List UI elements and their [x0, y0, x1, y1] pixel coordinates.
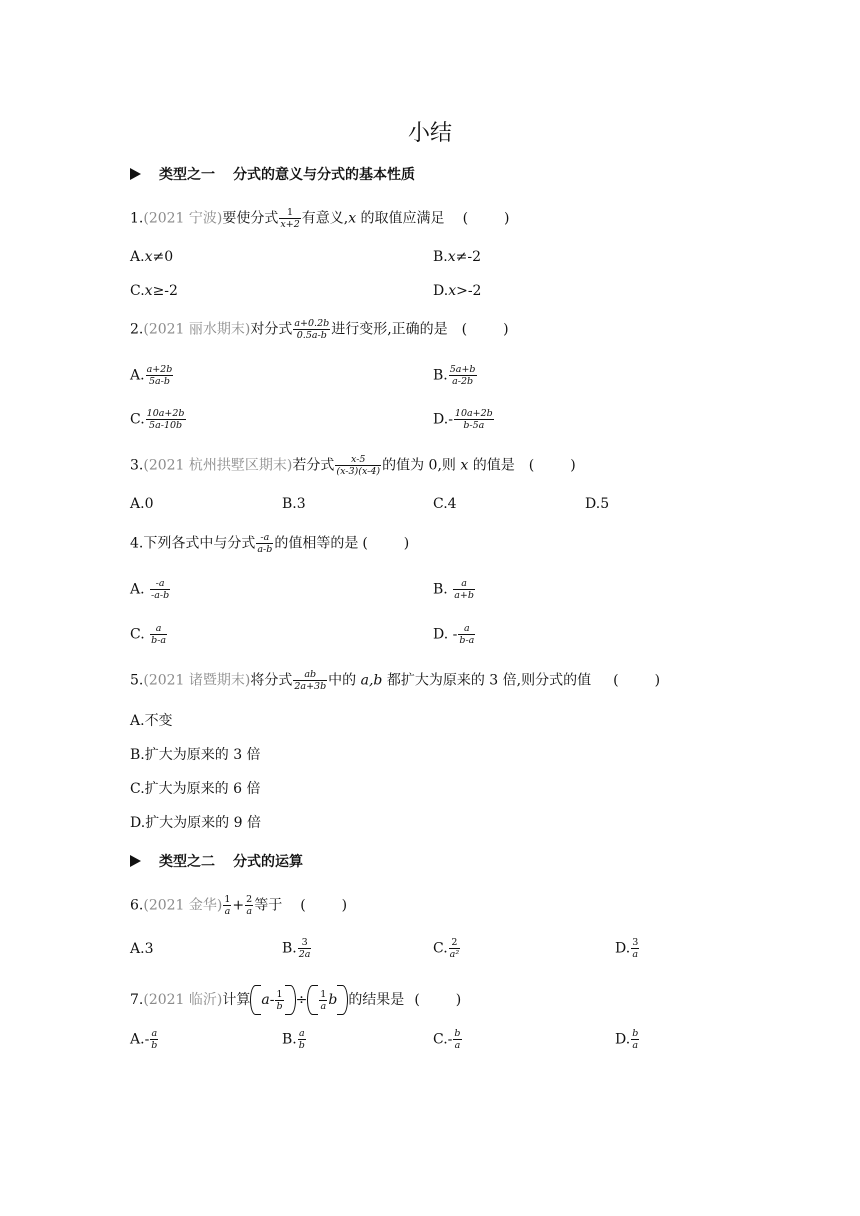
option-3a	[130, 496, 153, 512]
fraction	[298, 1028, 306, 1051]
variable: x	[144, 249, 153, 265]
option-3b	[282, 496, 306, 512]
fraction-numerator: 10a+2b	[146, 408, 185, 419]
option-label: C.	[130, 781, 145, 797]
option-label: B.	[282, 496, 297, 512]
option-6d	[615, 937, 640, 960]
page-title: 小结	[407, 121, 452, 146]
fraction-denominator: x+2	[280, 219, 300, 230]
answer-paren-open: (	[462, 210, 469, 227]
variable: b	[328, 992, 338, 1008]
question-number: 6.	[130, 897, 144, 914]
fraction	[449, 364, 477, 387]
fraction-denominator: a+b	[454, 590, 474, 601]
fraction-numerator: 1	[279, 207, 300, 219]
right-paren	[285, 985, 296, 1015]
fraction	[256, 532, 273, 555]
fraction-denominator: 5a-10b	[149, 420, 183, 431]
fraction	[319, 989, 327, 1012]
option-text: >-2	[456, 283, 482, 299]
section-label: 类型之二	[159, 854, 215, 870]
option-sign: -	[144, 1031, 150, 1048]
option-sign: -	[448, 411, 453, 428]
fraction-denominator: 5a-b	[148, 376, 170, 387]
fraction-denominator: b	[276, 1000, 283, 1012]
fraction	[453, 578, 475, 601]
fraction	[458, 623, 475, 646]
option-6b	[282, 937, 312, 960]
question-number: 2.	[130, 321, 144, 338]
fraction	[245, 894, 253, 917]
option-label: C.	[433, 940, 448, 957]
question-7	[130, 985, 461, 1015]
fraction	[146, 364, 174, 387]
variable: x	[448, 283, 457, 299]
fraction-denominator: b-a	[459, 635, 475, 646]
fraction-denominator: a	[224, 906, 231, 917]
fraction-numerator: 2	[246, 894, 253, 905]
fraction-numerator: b	[632, 1028, 639, 1039]
question-source: (2021 诸暨期末)	[143, 672, 251, 689]
fraction-denominator: a	[320, 1000, 327, 1012]
question-number: 1.	[130, 210, 144, 227]
answer-paren-close: )	[455, 992, 462, 1008]
question-4	[130, 532, 409, 555]
answer-paren-open: (	[613, 672, 619, 689]
option-label: C.	[433, 1031, 448, 1048]
option-value: 0	[144, 496, 154, 512]
fraction-denominator: a²	[449, 949, 460, 960]
section-label: 类型之一	[159, 167, 215, 183]
fraction-denominator: a	[246, 906, 253, 917]
option-value: 4	[447, 496, 457, 512]
fraction-numerator: a	[151, 1028, 158, 1039]
section-name: 分式的运算	[233, 854, 303, 870]
option-4c	[130, 623, 168, 646]
option-label: B.	[433, 581, 448, 598]
option-7d	[615, 1028, 640, 1051]
option-label: A.	[130, 496, 145, 512]
option-6a	[130, 941, 153, 957]
answer-paren-open: (	[414, 992, 420, 1008]
option-1a	[130, 249, 173, 265]
fraction	[275, 989, 283, 1012]
question-text: 下列各式中与分式	[143, 535, 256, 552]
answer-paren-close: )	[570, 457, 576, 474]
option-label: B.	[433, 249, 448, 265]
fraction-denominator: a-b	[257, 544, 273, 555]
answer-paren-open: (	[300, 897, 306, 914]
option-3d	[585, 496, 609, 512]
fraction-numerator: 3	[298, 937, 312, 949]
fraction	[298, 937, 312, 960]
fraction-denominator: 2a+3b	[294, 681, 327, 692]
fraction-numerator: 2	[449, 937, 460, 949]
fraction	[279, 207, 300, 230]
fraction	[293, 318, 330, 341]
question-text: 的结果是	[348, 992, 405, 1008]
fraction	[146, 408, 186, 431]
fraction-numerator: -a	[150, 578, 170, 590]
option-5c	[130, 778, 260, 798]
option-7b	[282, 1028, 307, 1051]
fraction	[454, 408, 494, 431]
option-value: 3	[296, 496, 306, 512]
fraction-denominator: b	[151, 1040, 158, 1051]
option-2d	[433, 408, 495, 431]
fraction-numerator: 5a+b	[449, 364, 476, 375]
fraction	[150, 623, 167, 646]
option-label: A.	[130, 941, 145, 957]
option-label: D.	[433, 283, 449, 299]
question-text: 有意义,	[301, 210, 349, 227]
fraction-numerator: 1	[276, 988, 283, 1000]
answer-paren-close: )	[341, 897, 348, 914]
question-text: 计算	[222, 992, 251, 1008]
question-text: 都扩大为原来的 3 倍,则分式的值	[382, 672, 592, 689]
answer-paren-open: (	[528, 457, 535, 474]
fraction-denominator: 2a	[298, 949, 311, 960]
fraction	[453, 1028, 461, 1051]
question-text: 的取值应满足	[356, 210, 445, 227]
option-2b	[433, 364, 478, 387]
fraction-denominator: b-5a	[463, 420, 485, 431]
answer-paren-close: )	[403, 535, 410, 552]
question-source: (2021 宁波)	[143, 210, 223, 227]
option-6c	[433, 937, 461, 960]
fraction-numerator: 1	[224, 894, 231, 905]
operator: -	[269, 992, 275, 1008]
fraction	[150, 578, 170, 601]
question-5	[130, 669, 660, 692]
option-label: A.	[130, 367, 145, 384]
question-text: 的值是	[468, 457, 515, 474]
variable: x	[460, 457, 469, 474]
option-label: B.	[282, 940, 297, 957]
fraction-numerator: 10a+2b	[454, 408, 493, 419]
option-value: 3	[144, 941, 154, 957]
question-source: (2021 丽水期末)	[143, 321, 251, 338]
question-text: 的值为 0,则	[382, 457, 461, 474]
left-paren	[307, 985, 318, 1015]
option-label: D.	[130, 815, 146, 831]
option-label: C.	[130, 411, 145, 428]
question-source: (2021 杭州拱墅区期末)	[143, 457, 293, 474]
fraction-numerator: a	[458, 623, 475, 635]
option-label: B.	[282, 1031, 297, 1048]
option-text: ≥-2	[152, 283, 178, 299]
option-label: D.	[433, 411, 449, 428]
answer-paren-open: (	[461, 321, 468, 338]
option-label: A.	[130, 581, 145, 598]
fraction-numerator: -a	[256, 532, 273, 544]
option-label: C.	[433, 496, 448, 512]
option-1d	[433, 283, 481, 299]
operator: +	[232, 897, 245, 914]
fraction-numerator: a	[150, 623, 167, 635]
option-5a	[130, 710, 173, 730]
option-sign: -	[447, 1031, 453, 1048]
option-7c	[433, 1028, 463, 1051]
option-5b	[130, 744, 261, 764]
option-4d	[433, 623, 476, 646]
option-label: C.	[130, 626, 145, 643]
question-number: 4.	[130, 535, 144, 552]
fraction-denominator: b	[298, 1040, 305, 1051]
question-6	[130, 894, 347, 917]
option-label: D.	[615, 940, 631, 957]
fraction	[150, 1028, 158, 1051]
variable: x	[447, 249, 456, 265]
question-text: 要使分式	[222, 210, 279, 227]
option-label: D.	[615, 1031, 631, 1048]
option-7a	[130, 1028, 159, 1051]
fraction-numerator: b	[454, 1028, 461, 1039]
option-4b	[433, 578, 476, 601]
fraction	[335, 454, 381, 477]
option-2c	[130, 408, 187, 431]
question-text: 若分式	[292, 457, 335, 474]
question-number: 3.	[130, 457, 144, 474]
option-label: A.	[130, 713, 145, 729]
variable: a	[261, 992, 270, 1008]
fraction-denominator: a	[632, 1040, 639, 1051]
question-text: 等于	[254, 897, 283, 914]
fraction-denominator: -a-b	[151, 590, 170, 601]
fraction	[449, 937, 460, 960]
option-value: 5	[600, 496, 610, 512]
option-4a	[130, 578, 171, 601]
variable: x	[348, 210, 357, 227]
fraction-numerator: 3	[632, 937, 639, 948]
fraction-denominator: b-a	[151, 635, 167, 646]
option-text: ≠-2	[455, 249, 482, 265]
option-text: ≠0	[152, 249, 174, 265]
option-3c	[433, 496, 457, 512]
answer-paren-open: (	[362, 535, 368, 552]
answer-paren-close: )	[503, 321, 509, 338]
fraction	[293, 669, 327, 692]
fraction-numerator: a+2b	[146, 364, 173, 375]
option-label: D.	[585, 496, 601, 512]
option-label: B.	[433, 367, 448, 384]
triangle-marker-icon	[130, 168, 141, 180]
option-text: 扩大为原来的 9 倍	[145, 815, 261, 831]
option-text: 扩大为原来的 6 倍	[144, 781, 261, 797]
option-label: D.	[433, 626, 449, 643]
question-text: 进行变形,正确的是	[331, 321, 448, 338]
question-source: (2021 金华)	[143, 897, 223, 914]
variable: x	[144, 283, 153, 299]
answer-paren-close: )	[504, 210, 510, 227]
question-text: 的值相等的是	[274, 535, 359, 552]
fraction-numerator: a	[453, 578, 475, 590]
fraction-denominator: a-2b	[452, 376, 474, 387]
option-label: A.	[130, 249, 145, 265]
fraction-denominator: 0.5a-b	[296, 330, 327, 341]
question-1	[130, 207, 510, 230]
question-number: 7.	[130, 992, 144, 1008]
question-text: 将分式	[250, 672, 293, 689]
question-text: 对分式	[250, 321, 293, 338]
fraction-numerator: x-5	[335, 454, 381, 466]
fraction-numerator: 1	[320, 988, 327, 1000]
option-sign: -	[452, 626, 458, 643]
section-name: 分式的意义与分式的基本性质	[233, 167, 415, 183]
fraction-numerator: a+0.2b	[294, 318, 330, 329]
left-paren	[250, 985, 261, 1015]
option-label: A.	[130, 1031, 145, 1048]
right-paren	[337, 985, 348, 1015]
operator: ÷	[295, 992, 308, 1008]
triangle-marker-icon	[130, 855, 141, 867]
question-source: (2021 临沂)	[143, 992, 223, 1008]
question-2	[130, 318, 509, 341]
option-1c	[130, 283, 178, 299]
answer-paren-close: )	[654, 672, 661, 689]
fraction-denominator: (x-3)(x-4)	[336, 466, 381, 477]
fraction-denominator: a	[632, 949, 639, 960]
option-text: 扩大为原来的 3 倍	[144, 747, 261, 763]
fraction-numerator: a	[298, 1028, 305, 1039]
variable: a,b	[360, 672, 383, 689]
question-3	[130, 454, 576, 477]
option-label: C.	[130, 283, 145, 299]
option-2a	[130, 364, 174, 387]
option-1b	[433, 249, 481, 265]
fraction	[631, 937, 639, 960]
option-label: B.	[130, 747, 145, 763]
section-heading-1	[130, 164, 415, 184]
fraction	[631, 1028, 639, 1051]
option-5d	[130, 812, 261, 832]
option-text: 不变	[144, 713, 173, 729]
question-text: 中的	[328, 672, 361, 689]
fraction	[223, 894, 231, 917]
section-heading-2	[130, 851, 303, 871]
question-number: 5.	[130, 672, 144, 689]
fraction-numerator: ab	[293, 669, 327, 681]
fraction-denominator: a	[454, 1040, 461, 1051]
